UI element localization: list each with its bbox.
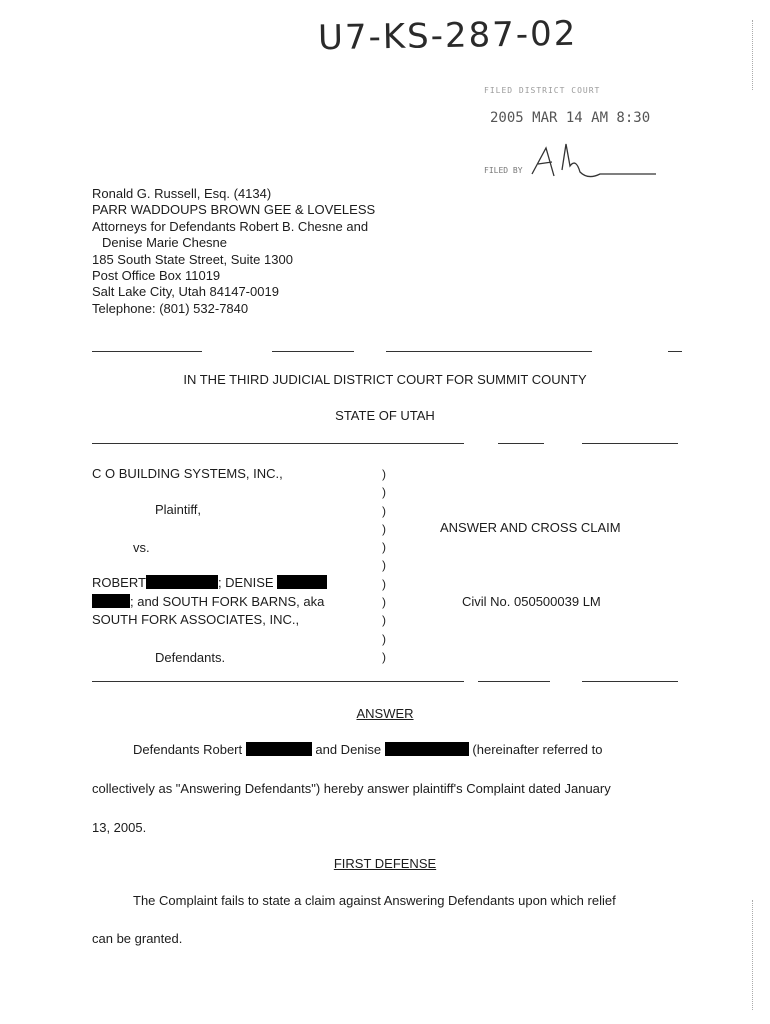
first-defense-line-1: The Complaint fails to state a claim against Answering Defendants upon which relief [133,893,616,908]
para1-part-c: (hereinafter referred to [472,742,603,757]
court-state: STATE OF UTAH [335,408,435,423]
redaction-block [92,594,130,608]
separator-rule [272,351,354,352]
attorney-name: Ronald G. Russell, Esq. (4134) [92,186,272,201]
redaction-block [146,575,218,589]
handwritten-case-number: U7-KS-287-02 [317,13,578,59]
defendant-first-name: ROBERT [92,575,146,590]
answer-paragraph-line-2: collectively as "Answering Defendants") hereby answer plaintiff's Complaint dated January [92,781,611,796]
caption-paren-column: ) ) ) ) ) ) ) ) ) ) ) [382,467,386,664]
scan-speck [752,20,754,90]
attorneys-for: Attorneys for Defendants Robert B. Chesne and [92,218,369,234]
telephone: Telephone: (801) 532-7840 [92,300,249,316]
defendants-line-2-text: ; and SOUTH FORK BARNS, aka [130,594,325,609]
defendants-line-1 [92,575,327,590]
clerk-signature [528,136,668,186]
separator-rule [92,351,202,352]
separator-rule [498,443,544,444]
court-name: IN THE THIRD JUDICIAL DISTRICT COURT FOR SUMMIT COUNTY [183,372,587,387]
defendants-line-2 [92,594,324,609]
filed-by-label: FILED BY [484,166,523,175]
city-state-zip: Salt Lake City, Utah 84147-0019 [92,284,279,300]
document-title: ANSWER AND CROSS CLAIM [440,520,621,535]
street-address: 185 South State Street, Suite 1300 [92,251,293,267]
answer-paragraph-line-3: 13, 2005. [92,820,147,835]
redaction-block [277,575,327,589]
separator-rule [582,443,678,444]
po-box: Post Office Box 11019 [92,268,221,284]
para1-part-a: Defendants Robert [133,742,243,757]
first-defense-line-2: can be granted. [92,931,183,946]
filing-stamp-header: FILED DISTRICT COURT [484,86,601,95]
separator-rule [478,681,550,682]
versus: vs. [133,540,150,555]
case-number: Civil No. 050500039 LM [462,594,601,609]
redaction-block [246,742,312,756]
plaintiff-role: Plaintiff, [155,502,202,517]
separator-rule [668,351,682,352]
answer-heading: ANSWER [356,706,414,721]
defendant-role: Defendants. [155,650,226,665]
defendants-line-3: SOUTH FORK ASSOCIATES, INC., [92,612,300,627]
redaction-block [385,742,469,756]
filing-stamp-date: 2005 MAR 14 AM 8:30 [490,110,651,126]
separator-rule [92,443,464,444]
answer-paragraph-line-1 [133,742,602,757]
plaintiff-name: C O BUILDING SYSTEMS, INC., [92,466,283,481]
scan-speck [752,900,754,1010]
first-defense-heading: FIRST DEFENSE [333,856,437,871]
separator-rule [386,351,592,352]
para1-part-b: and Denise [315,742,382,757]
attorney-block [92,186,375,317]
separator-rule [92,681,464,682]
defendant-second-name: ; DENISE [217,575,274,590]
attorneys-for-cont: Denise Marie Chesne [102,235,228,251]
law-firm: PARR WADDOUPS BROWN GEE & LOVELESS [92,202,376,218]
separator-rule [582,681,678,682]
